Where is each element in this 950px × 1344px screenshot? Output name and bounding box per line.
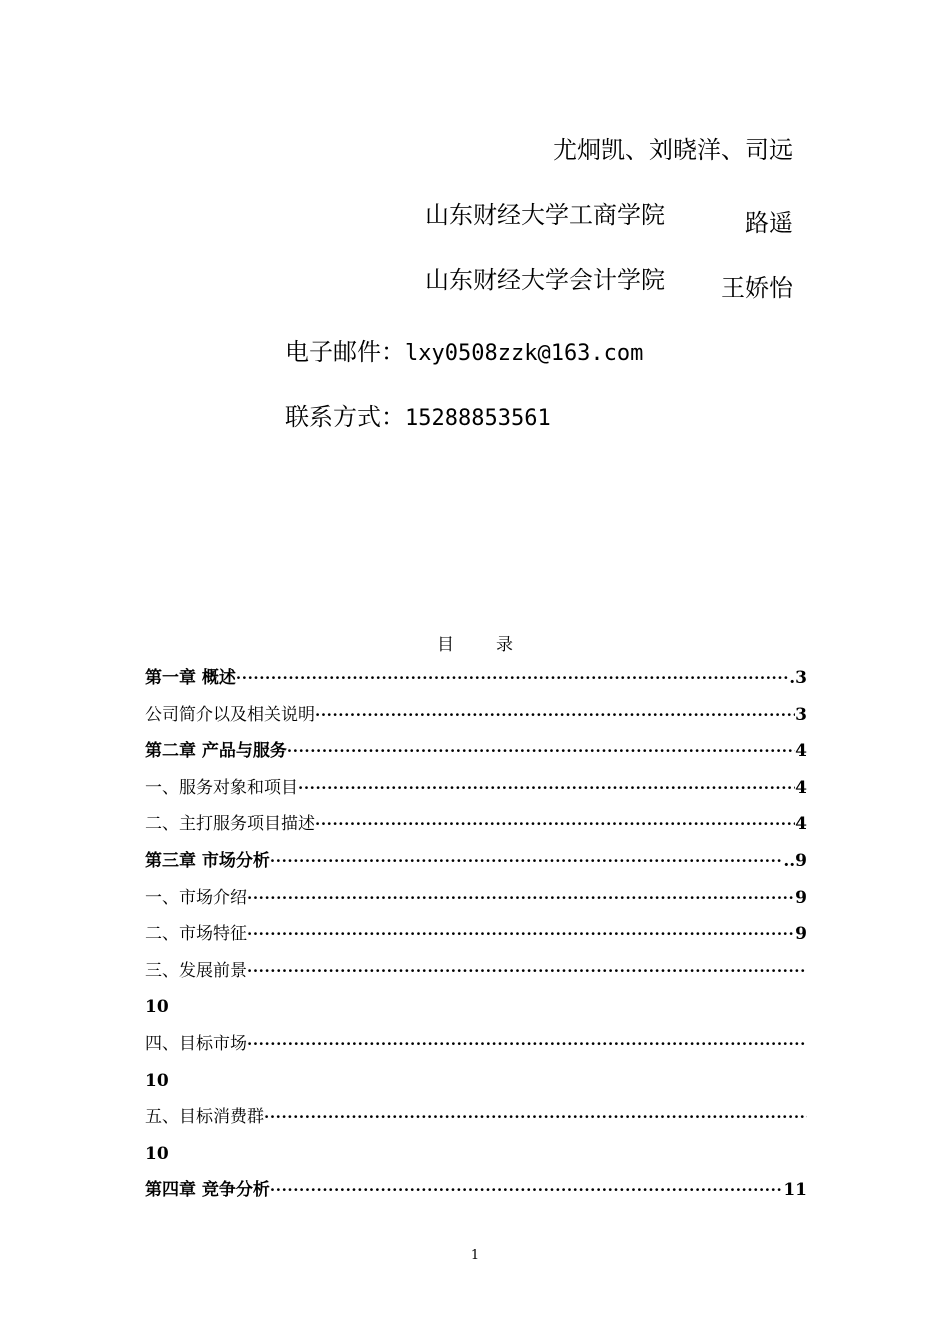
toc-entry-page: 9 (795, 887, 807, 908)
toc-entry-page: ..9 (783, 850, 807, 871)
phone-label: 联系方式： (285, 403, 405, 431)
toc-entry[interactable] (145, 1026, 807, 1063)
toc-entry-label: 公司简介以及相关说明 (145, 704, 315, 725)
toc-entry[interactable] (145, 843, 807, 880)
toc-entry-label: 一、市场介绍 (145, 887, 247, 908)
toc-entry-label: 四、目标市场 (145, 1033, 247, 1054)
toc-entry[interactable] (145, 880, 807, 917)
toc-entry-label: 三、发展前景 (145, 960, 247, 981)
toc-entry-page: 4 (795, 814, 807, 835)
toc-entry-page-wrapped: 10 (145, 1143, 169, 1164)
toc-entry-label: 二、主打服务项目描述 (145, 814, 315, 835)
toc-leader-dots (247, 1026, 807, 1063)
toc-entry-label: 五、目标消费群 (145, 1107, 264, 1128)
toc-leader-dots (287, 733, 795, 770)
toc-leader-dots (264, 1099, 807, 1136)
toc-entry-page: .3 (789, 668, 807, 688)
toc-leader-dots (315, 697, 795, 734)
toc-entry-page: 3 (795, 704, 807, 725)
toc-entry[interactable] (145, 697, 807, 734)
toc-entry-label: 一、服务对象和项目 (145, 777, 298, 798)
toc-leader-dots (247, 916, 795, 953)
toc-entry-label: 第一章 概述 (145, 668, 236, 688)
toc-entry[interactable] (145, 1099, 807, 1136)
toc-entry-page: 4 (795, 777, 807, 798)
toc-title (0, 630, 950, 655)
page-number: 1 (470, 1248, 480, 1263)
affiliation-person: 路遥 (745, 209, 793, 237)
toc-entry-label: 二、市场特征 (145, 924, 247, 945)
toc-leader-dots (270, 843, 783, 880)
toc-entry[interactable] (145, 916, 807, 953)
affiliation-person: 王娇怡 (721, 274, 793, 302)
email-value[interactable]: lxy0508zzk@163.com (405, 341, 644, 366)
table-of-contents (145, 660, 807, 1209)
affiliation-school: 山东财经大学工商学院 (425, 201, 665, 229)
toc-entry-page-wrapped: 10 (145, 997, 169, 1018)
email-line (285, 332, 643, 367)
authors-line: 尤炯凯、刘晓洋、司远 (553, 136, 793, 164)
toc-entry-page: 11 (783, 1180, 807, 1201)
toc-leader-dots (247, 880, 795, 917)
toc-title-right: 录 (496, 635, 513, 655)
toc-entry-page: 4 (795, 741, 807, 762)
toc-title-left: 目 (437, 635, 454, 655)
affiliation-school: 山东财经大学会计学院 (425, 266, 665, 294)
phone-value: 15288853561 (405, 406, 551, 431)
toc-leader-dots (315, 806, 795, 843)
toc-entry-page: 9 (795, 924, 807, 945)
toc-entry-label: 第四章 竞争分析 (145, 1180, 270, 1201)
toc-entry[interactable] (145, 953, 807, 990)
toc-entry[interactable] (145, 733, 807, 770)
toc-leader-dots (236, 660, 789, 697)
toc-entry[interactable] (145, 1172, 807, 1209)
toc-leader-dots (298, 770, 795, 807)
toc-entry[interactable] (145, 770, 807, 807)
toc-leader-dots (247, 953, 807, 990)
toc-entry-label: 第二章 产品与服务 (145, 741, 287, 762)
toc-entry-page-wrapped: 10 (145, 1070, 169, 1091)
toc-entry-label: 第三章 市场分析 (145, 850, 270, 871)
phone-line (285, 397, 551, 432)
toc-leader-dots (270, 1172, 783, 1209)
toc-entry[interactable] (145, 806, 807, 843)
toc-entry[interactable] (145, 660, 807, 697)
email-label: 电子邮件： (285, 338, 405, 366)
